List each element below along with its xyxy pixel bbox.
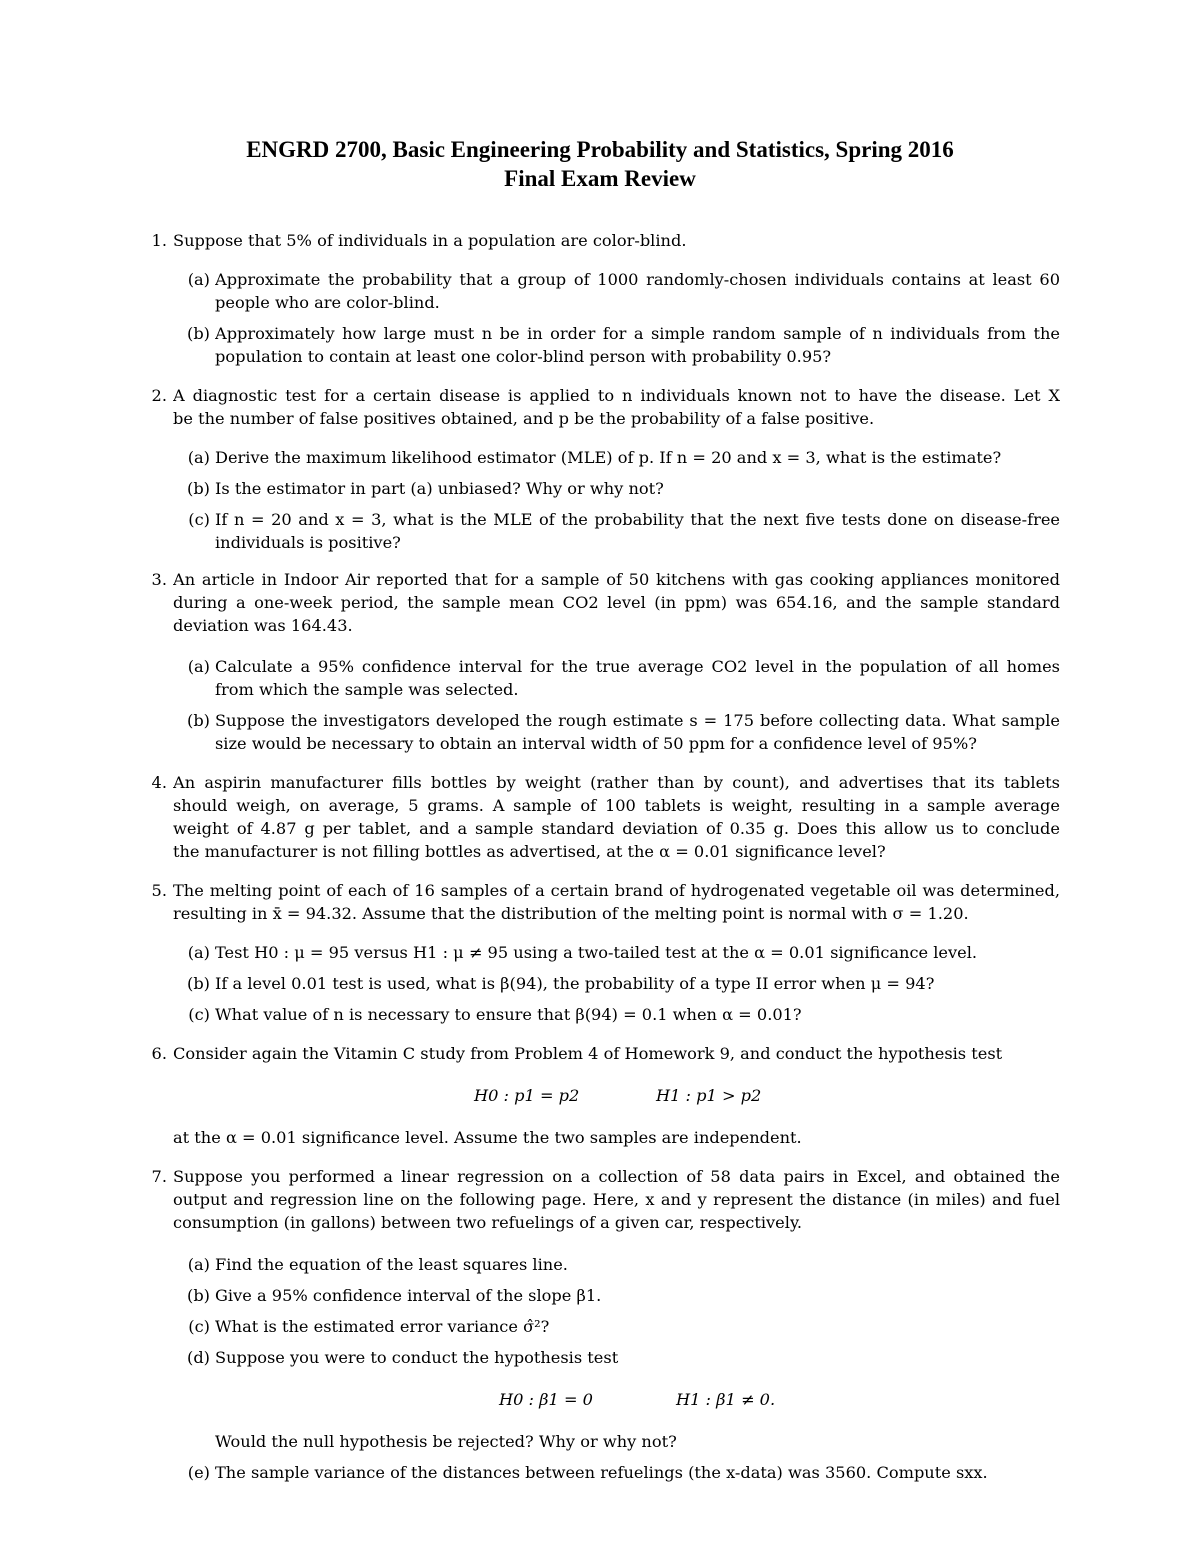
problem-6-label: 6. bbox=[151, 1044, 167, 1063]
problem-5-part-1-text: Test H0 : μ = 95 versus H1 : μ ≠ 95 using a two-tailed test at the α = 0.01 significance level. bbox=[215, 943, 978, 962]
document-title: ENGRD 2700, Basic Engineering Probability and Statistics, Spring 2016 bbox=[246, 137, 954, 162]
problem-3-part-2-label: (b) bbox=[187, 711, 210, 730]
problem-3-text: An article in Indoor Air reported that for a sample of 50 kitchens with gas cooking appliances monitored bbox=[173, 570, 1060, 589]
alternative-hypothesis: H1 : p1 > p2 bbox=[656, 1086, 762, 1105]
problem-1-part-1-label: (a) bbox=[187, 270, 210, 289]
problem-2-part-3-text: individuals is positive? bbox=[215, 533, 401, 552]
document-subtitle: Final Exam Review bbox=[504, 166, 696, 191]
problem-5-part-2-text: If a level 0.01 test is used, what is β(94), the probability of a type II error when μ = 94? bbox=[215, 974, 935, 993]
problem-7-part-4-label: (d) bbox=[187, 1348, 210, 1367]
problem-5-part-2-label: (b) bbox=[187, 974, 210, 993]
problem-7-part-3-text: What is the estimated error variance σ̂²? bbox=[215, 1317, 550, 1336]
problem-4-text: weight of 4.87 g per tablet, and a sample standard deviation of 0.35 g. Does this allow us to conclude bbox=[173, 819, 1060, 838]
problem-7-part-4-text: Suppose you were to conduct the hypothesis test bbox=[215, 1348, 619, 1367]
problem-7-part-1-label: (a) bbox=[187, 1255, 210, 1274]
problem-4-text: An aspirin manufacturer fills bottles by weight (rather than by count), and advertises that its tablets bbox=[173, 773, 1060, 792]
problem-2-part-1-label: (a) bbox=[187, 448, 210, 467]
problem-2-label: 2. bbox=[151, 386, 167, 405]
problem-3-part-1-label: (a) bbox=[187, 657, 210, 676]
problem-3-part-2-text: size would be necessary to obtain an interval width of 50 ppm for a confidence level of 95%? bbox=[215, 734, 977, 753]
null-hypothesis: H0 : p1 = p2 bbox=[474, 1086, 580, 1105]
problem-2-part-3-label: (c) bbox=[188, 510, 210, 529]
problem-5-part-3-text: What value of n is necessary to ensure that β(94) = 0.1 when α = 0.01? bbox=[215, 1005, 802, 1024]
problem-3-part-2-text: Suppose the investigators developed the rough estimate s = 175 before collecting data. What sample bbox=[215, 711, 1060, 730]
problem-7-text: consumption (in gallons) between two refuelings of a given car, respectively. bbox=[173, 1213, 803, 1232]
problem-7-part-1-text: Find the equation of the least squares line. bbox=[215, 1255, 568, 1274]
problem-7-part-5-label: (e) bbox=[187, 1463, 210, 1482]
problem-5-part-3-label: (c) bbox=[188, 1005, 210, 1024]
problem-1-part-1-text: people who are color-blind. bbox=[215, 293, 440, 312]
problem-7-part-2-text: Give a 95% confidence interval of the slope β1. bbox=[215, 1286, 602, 1305]
problem-4-text: the manufacturer is not filling bottles as advertised, at the α = 0.01 significance level? bbox=[173, 842, 886, 861]
problem-3-part-1-text: Calculate a 95% confidence interval for the true average CO2 level in the population of all homes bbox=[215, 657, 1060, 676]
problem-5-text: The melting point of each of 16 samples of a certain brand of hydrogenated vegetable oil was determined, bbox=[173, 881, 1060, 900]
problem-7-part-3-label: (c) bbox=[188, 1317, 210, 1336]
problem-7-part-5-text: The sample variance of the distances between refuelings (the x-data) was 3560. Compute sxx. bbox=[215, 1463, 988, 1482]
problem-2-part-2-label: (b) bbox=[187, 479, 210, 498]
problem-7-text: output and regression line on the following page. Here, x and y represent the distance (in miles) and fuel bbox=[173, 1190, 1060, 1209]
problem-4-label: 4. bbox=[151, 773, 167, 792]
problem-7-part-4-after-text: Would the null hypothesis be rejected? Why or why not? bbox=[215, 1432, 677, 1451]
problem-7-label: 7. bbox=[151, 1167, 167, 1186]
problem-2-part-1-text: Derive the maximum likelihood estimator (MLE) of p. If n = 20 and x = 3, what is the estimate? bbox=[215, 448, 1002, 467]
problem-3-label: 3. bbox=[151, 570, 167, 589]
problem-2-part-2-text: Is the estimator in part (a) unbiased? Why or why not? bbox=[215, 479, 664, 498]
problem-5-part-1-label: (a) bbox=[187, 943, 210, 962]
problem-1-part-2-text: population to contain at least one color-blind person with probability 0.95? bbox=[215, 347, 832, 366]
problem-4-text: should weigh, on average, 5 grams. A sample of 100 tablets is weight, resulting in a sample average bbox=[173, 796, 1060, 815]
problem-6-text: Consider again the Vitamin C study from Problem 4 of Homework 9, and conduct the hypothesis test bbox=[173, 1044, 1003, 1063]
problem-1-label: 1. bbox=[151, 231, 167, 250]
slope-alternative-hypothesis: H1 : β1 ≠ 0. bbox=[676, 1390, 776, 1409]
problem-1-part-2-text: Approximately how large must n be in order for a simple random sample of n individuals from the bbox=[215, 324, 1060, 343]
slope-null-hypothesis: H0 : β1 = 0 bbox=[499, 1390, 593, 1409]
problem-5-label: 5. bbox=[151, 881, 167, 900]
problem-1-part-2-label: (b) bbox=[187, 324, 210, 343]
problem-6-after-text: at the α = 0.01 significance level. Assume the two samples are independent. bbox=[173, 1128, 802, 1147]
problem-7-part-2-label: (b) bbox=[187, 1286, 210, 1305]
problem-3-text: during a one-week period, the sample mean CO2 level (in ppm) was 654.16, and the sample standard bbox=[173, 593, 1060, 612]
problem-3-text: deviation was 164.43. bbox=[173, 616, 353, 635]
problem-2-text: A diagnostic test for a certain disease is applied to n individuals known not to have the disease. Let X bbox=[173, 386, 1060, 405]
problem-7-text: Suppose you performed a linear regression on a collection of 58 data pairs in Excel, and obtained the bbox=[173, 1167, 1060, 1186]
problem-3-part-1-text: from which the sample was selected. bbox=[215, 680, 519, 699]
problem-2-text: be the number of false positives obtained, and p be the probability of a false positive. bbox=[173, 409, 875, 428]
problem-1-text: Suppose that 5% of individuals in a population are color-blind. bbox=[173, 231, 687, 250]
problem-5-text: resulting in x̄ = 94.32. Assume that the distribution of the melting point is normal with σ = 1.20. bbox=[173, 904, 969, 923]
problem-2-part-3-text: If n = 20 and x = 3, what is the MLE of the probability that the next five tests done on disease-free bbox=[215, 510, 1060, 529]
problem-1-part-1-text: Approximate the probability that a group of 1000 randomly-chosen individuals contains at least 60 bbox=[215, 270, 1060, 289]
